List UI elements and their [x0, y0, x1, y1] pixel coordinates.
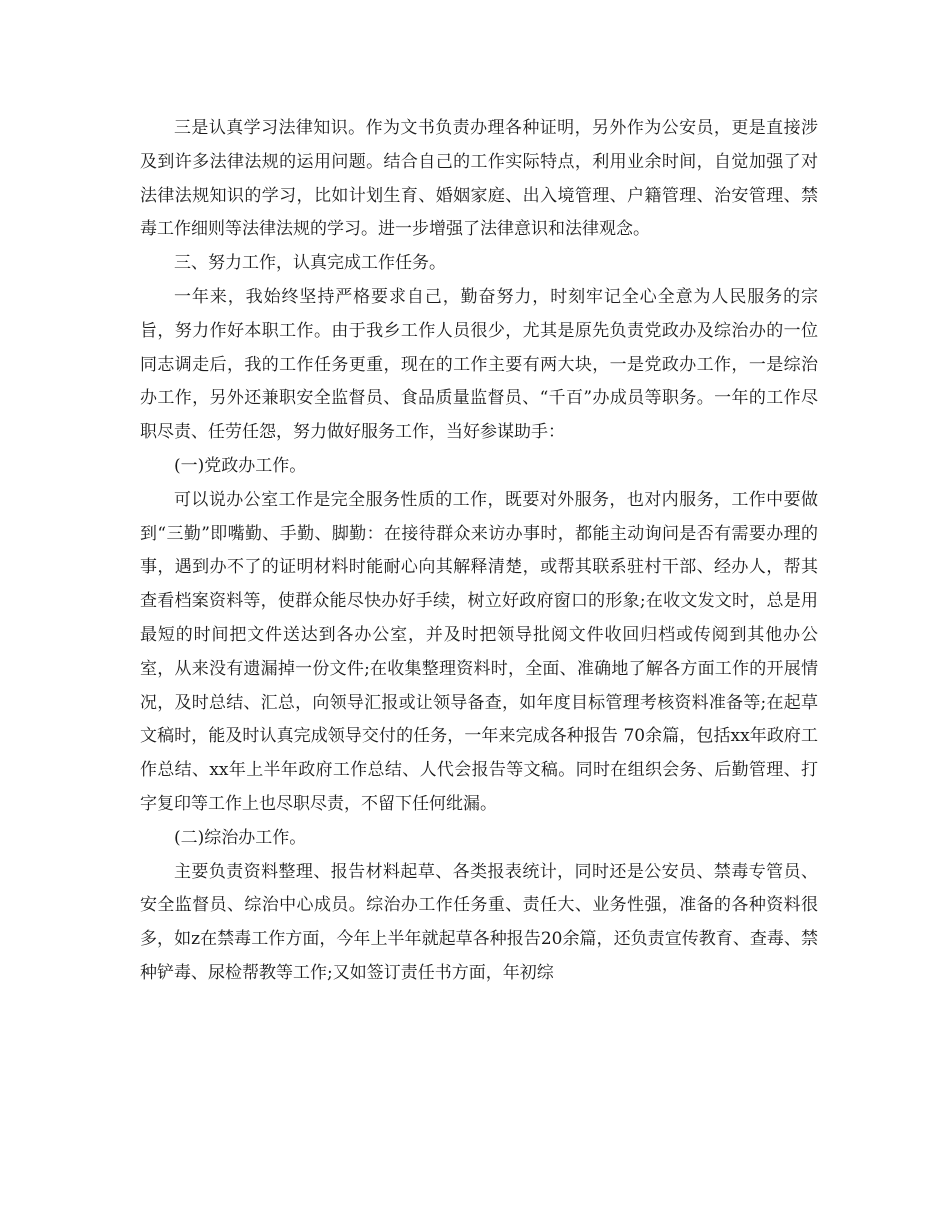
paragraph-legal-study: 三是认真学习法律知识。作为文书负责办理各种证明，另外作为公安员，更是直接涉及到许多法律法规的运用问题。结合自己的工作实际特点，利用业余时间，自觉加强了对法律法规知识的学习，比如计划生育、婚姻家庭、出入境管理、户籍管理、治安管理、禁毒工作细则等法律法规的学习。进一步增强了法律意识和法律观念。 — [140, 118, 818, 240]
subheading-comprehensive-office: (二)综治办工作。 — [174, 827, 307, 848]
paragraph-comprehensive-office-work: 主要负责资料整理、报告材料起草、各类报表统计，同时还是公安员、禁毒专管员、安全监督员、综治中心成员。综治办工作任务重、责任大、业务性强，准备的各种资料很多，如z在禁毒工作方面，今年上半年就起草各种报告20余篇，还负责宣传教育、查毒、禁种铲毒、尿检帮教等工作;又如签订责任书方面，年初综 — [140, 861, 818, 983]
document-page — [140, 112, 818, 991]
paragraph-year-summary: 一年来，我始终坚持严格要求自己，勤奋努力，时刻牢记全心全意为人民服务的宗旨，努力作好本职工作。由于我乡工作人员很少，尤其是原先负责党政办及综治办的一位同志调走后，我的工作任务更重，现在的工作主要有两大块，一是党政办工作，一是综治办工作，另外还兼职安全监督员、食品质量监督员、“千百”办成员等职务。一年的工作尽职尽责、任劳任怨，努力做好服务工作，当好参谋助手： — [140, 286, 818, 443]
subheading-party-office: (一)党政办工作。 — [174, 455, 307, 476]
paragraph-party-office-work: 可以说办公室工作是完全服务性质的工作，既要对外服务，也对内服务，工作中要做到“三勤”即嘴勤、手勤、脚勤：在接待群众来访办事时，都能主动询问是否有需要办理的事，遇到办不了的证明材料时能耐心向其解释清楚，或帮其联系驻村干部、经办人，帮其查看档案资料等，使群众能尽快办好手续，树立好政府窗口的形象;在收文发文时，总是用最短的时间把文件送达到各办公室，并及时把领导批阅文件收回归档或传阅到其他办公室，从来没有遗漏掉一份文件;在收集整理资料时，全面、准确地了解各方面工作的开展情况，及时总结、汇总，向领导汇报或让领导备查，如年度目标管理考核资料准备等;在起草文稿时，能及时认真完成领导交付的任务，一年来完成各种报告 70余篇，包括xx年政府工作总结、xx年上半年政府工作总结、人代会报告等文稿。同时在组织会务、后勤管理、打字复印等工作上也尽职尽责，不留下任何纰漏。 — [140, 489, 818, 814]
section-heading-complete-tasks: 三、努力工作，认真完成工作任务。 — [174, 253, 446, 274]
